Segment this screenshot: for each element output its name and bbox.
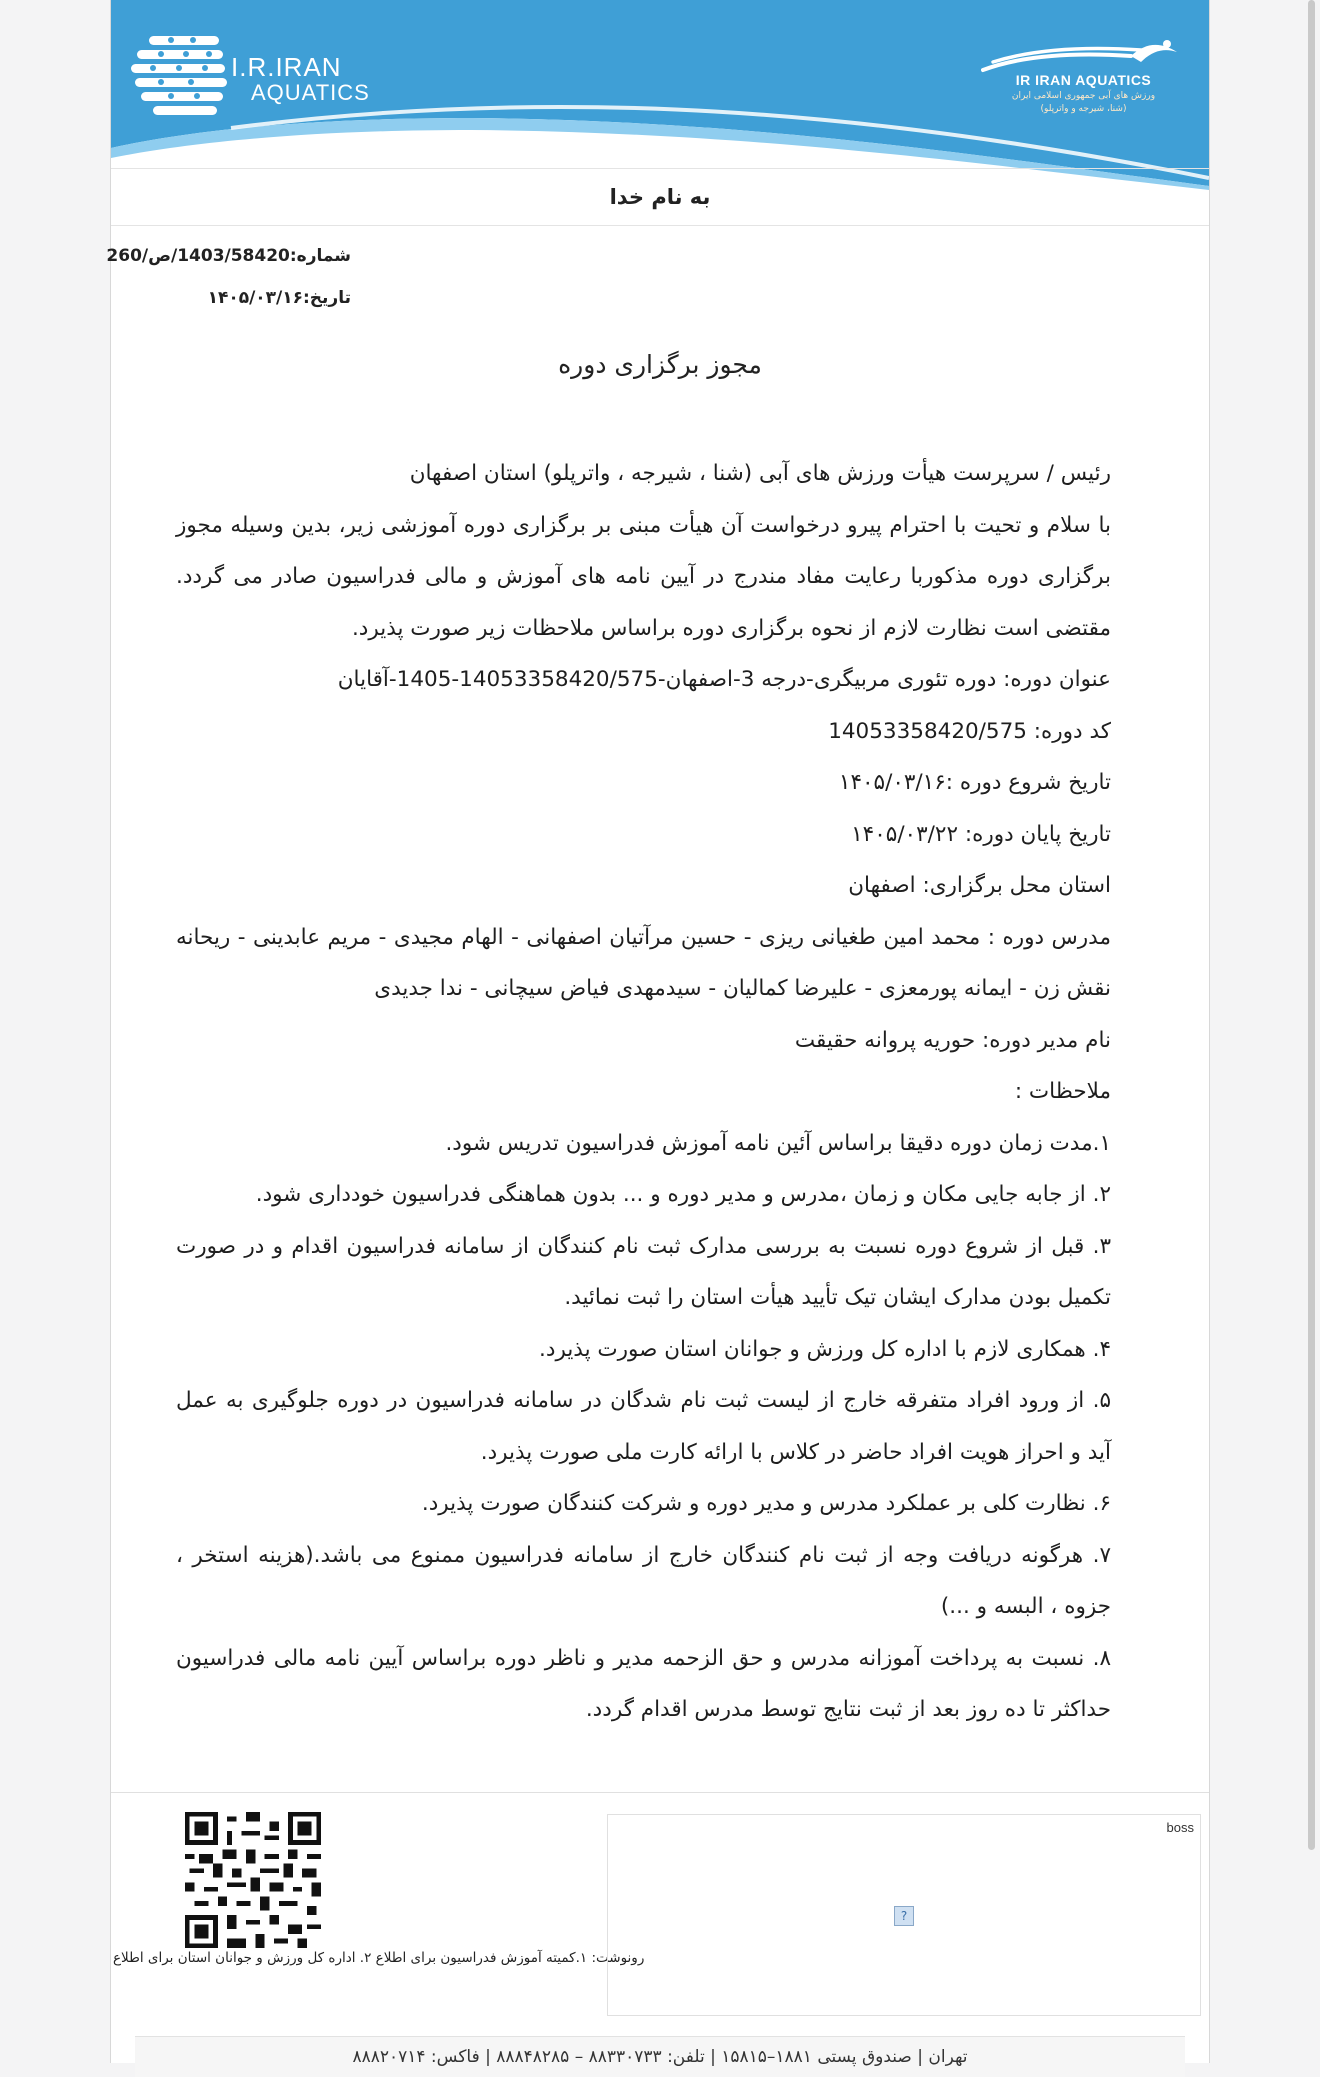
letter-number: شماره:1403/58420/ص/260 [106, 246, 351, 266]
logo-left [131, 30, 370, 129]
broken-image-icon: ? [894, 1906, 914, 1926]
carbon-copy-note: رونوشت: ۱.کمیته آموزش فدراسیون برای اطلاع ۲. اداره کل ورزش و جوانان استان برای اطلاع [113, 1950, 645, 1966]
start-date: تاریخ شروع دوره :۱۴۰۵/۰۳/۱۶ [838, 770, 1111, 795]
logo-right [981, 38, 1186, 114]
intro-paragraph: با سلام و تحیت با احترام پیرو درخواست آن هیأت مبنی بر برگزاری دوره آموزشی زیر، بدین وسیله مجوز برگزاری دوره مذکوربا رعایت مفاد مندرج در آیین نامه های آموزش و مالی فدراسیون صادر می گردد. مقتضی است نظارت لازم از نحوه برگزاری دوره براساس ملاحظات زیر صورت پذیرد. [176, 512, 1111, 641]
brand-left-line1: I.R.IRAN [231, 52, 342, 82]
note-item: ۴. همکاری لازم با اداره کل ورزش و جوانان استان صورت پذیرد. [539, 1336, 1111, 1362]
end-date: تاریخ پایان دوره: ۱۴۰۵/۰۳/۲۲ [851, 821, 1111, 847]
note-item: ۷. هرگونه دریافت وجه از ثبت نام کنندگان خارج از سامانه فدراسیون ممنوع می باشد.(هزینه استخر ، جزوه ، البسه و ...) [176, 1542, 1111, 1619]
note-item: ۲. از جابه جایی مکان و زمان ،مدرس و مدیر دوره و ... بدون هماهنگی فدراسیون خودداری شود. [255, 1182, 1111, 1207]
signature-label: boss [1166, 1820, 1194, 1835]
course-title: عنوان دوره: دوره تئوری مربیگری-درجه 3-اصفهان-14053358420/575-1405-آقایان [337, 667, 1111, 692]
footer-contact: تهران | صندوق پستی ۱۸۸۱–۱۵۸۱۵ | تلفن: ۸۸۳۳۰۷۳۳ – ۸۸۸۴۸۲۸۵ | فاکس: ۸۸۸۲۰۷۱۴ [135, 2036, 1185, 2077]
brand-right-title: IR IRAN AQUATICS [1015, 72, 1152, 88]
note-item: ۳. قبل از شروع دوره نسبت به بررسی مدارک ثبت نام کنندگان از سامانه فدراسیون اقدام و در صورت تکمیل بودن مدارک ایشان تیک تأیید هیأت استان را ثبت نمائید. [176, 1233, 1111, 1310]
addressee: رئیس / سرپرست هیأت ورزش های آبی (شنا ، شیرجه ، واترپلو) استان اصفهان [409, 461, 1111, 486]
letter-page [106, 0, 1210, 2067]
note-item: ۱.مدت زمان دوره دقیقا براساس آئین نامه آموزش فدراسیون تدریس شود. [445, 1130, 1111, 1156]
wave-logo-icon [131, 30, 231, 125]
note-item: ۶. نظارت کلی بر عملکرد مدرس و مدیر دوره و شرکت کنندگان صورت پذیرد. [421, 1491, 1111, 1516]
instructors: مدرس دوره : محمد امین طغیانی ریزی - حسین مرآتیان اصفهانی - الهام مجیدی - مریم عابدینی - ریحانه نقش زن - ایمانه پورمعزی - علیرضا کمالیان - سیدمهدی فیاض سیچانی - ندا جدیدی [176, 924, 1111, 1001]
letter-date: تاریخ:۱۴۰۵/۰۳/۱۶ [207, 288, 351, 308]
signature-box [607, 1814, 1201, 2016]
document-title: مجوز برگزاری دوره [558, 350, 762, 379]
notes-heading: ملاحظات : [1014, 1079, 1111, 1104]
brand-right-subtitle-2: (شنا، شیرجه و واترپلو) [1040, 104, 1127, 114]
qr-code-icon[interactable] [185, 1812, 321, 1948]
letter-body [176, 448, 1111, 1736]
header-banner [111, 0, 1209, 190]
course-code: کد دوره: 14053358420/575 [828, 718, 1111, 744]
brand-left-line2: AQUATICS [251, 80, 370, 105]
venue-province: استان محل برگزاری: اصفهان [848, 873, 1111, 898]
course-manager: نام مدیر دوره: حوریه پروانه حقیقت [794, 1027, 1111, 1053]
note-item: ۵. از ورود افراد متفرقه خارج از لیست ثبت نام شدگان در سامانه فدراسیون در دوره جلوگیری به عمل آید و احراز هویت افراد حاضر در کلاس با ارائه کارت ملی صورت پذیرد. [176, 1388, 1111, 1465]
note-item: ۸. نسبت به پرداخت آموزانه مدرس و حق الزحمه مدیر و ناظر دوره براساس آیین نامه مالی فدراسیون حداکثر تا ده روز بعد از ثبت نتایج توسط مدرس اقدام گردد. [176, 1645, 1111, 1722]
brand-right-subtitle-1: ورزش های آبی جمهوری اسلامی ایران [1011, 91, 1156, 101]
basmala-heading: به نام خدا [111, 168, 1209, 226]
section-divider [111, 1792, 1209, 1793]
vertical-scrollbar[interactable] [1308, 0, 1315, 1850]
swimmer-logo-icon [981, 38, 1181, 78]
